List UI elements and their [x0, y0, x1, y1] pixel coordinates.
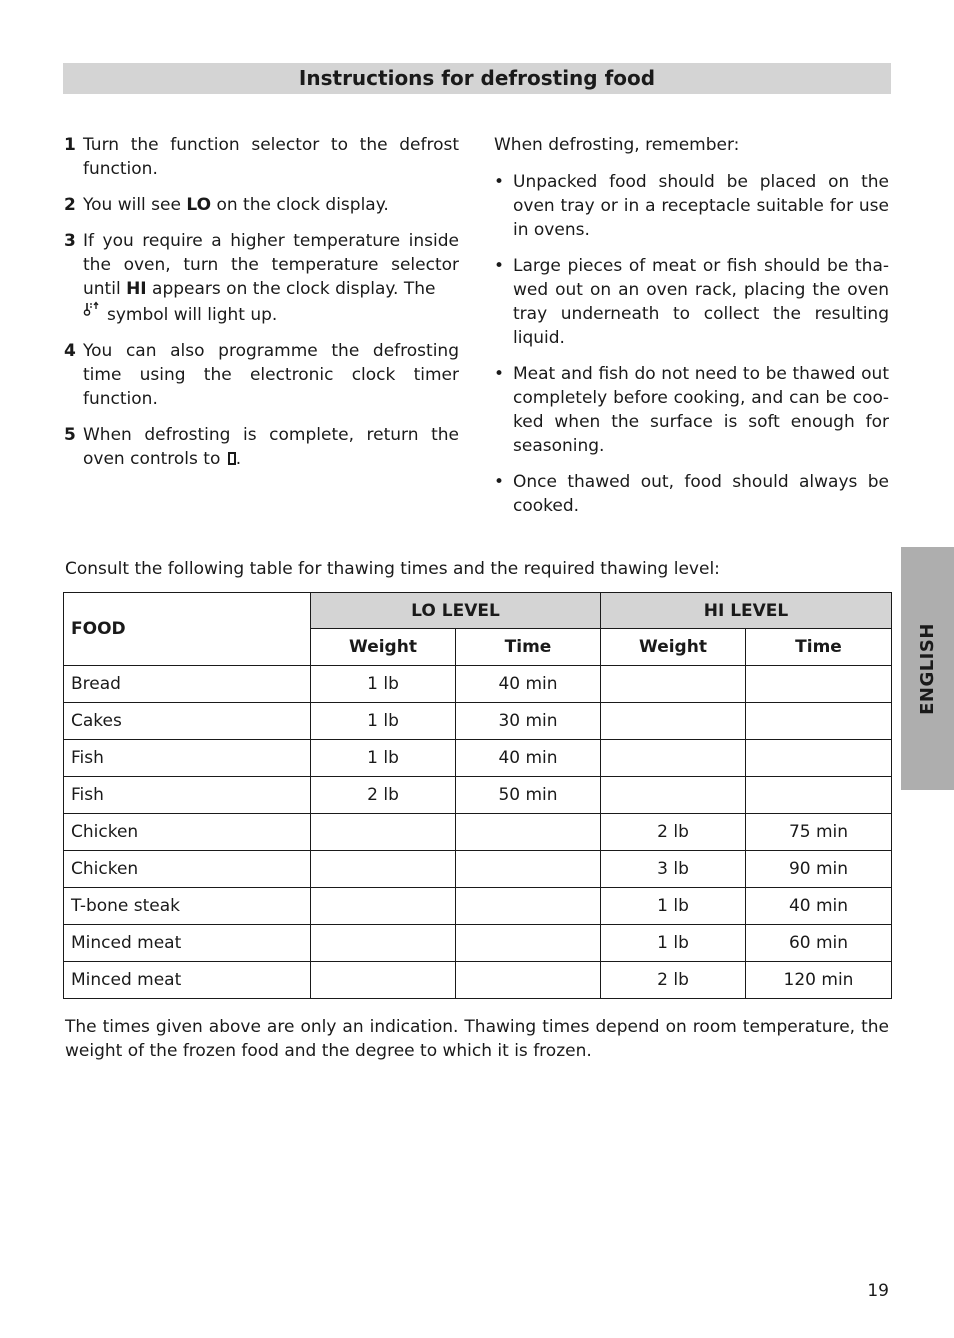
step-3	[64, 229, 459, 327]
bullet-icon: •	[494, 172, 505, 192]
lo-time-cell	[456, 925, 601, 962]
hi-time-cell	[746, 703, 892, 740]
step-text: .	[235, 449, 242, 469]
hi-weight-cell: 1 lb	[601, 925, 746, 962]
table-row	[64, 703, 892, 740]
zero-position-icon	[228, 452, 236, 465]
food-cell: Minced meat	[64, 962, 311, 999]
food-cell: T-bone steak	[64, 888, 311, 925]
hi-weight-cell: 3 lb	[601, 851, 746, 888]
food-cell: Cakes	[64, 703, 311, 740]
remember-item	[494, 254, 889, 350]
lo-weight-cell	[311, 888, 456, 925]
hi-label: HI	[126, 279, 147, 299]
table-row	[64, 666, 892, 703]
disclaimer-note: The times given above are only an indication. Thawing times depend on room temperature, the weight of the frozen food and the degree to which it is frozen.	[65, 1017, 889, 1061]
hi-time-cell: 120 min	[746, 962, 892, 999]
hi-time-cell	[746, 666, 892, 703]
lo-time-cell: 30 min	[456, 703, 601, 740]
thawing-table	[63, 592, 892, 999]
table-row	[64, 814, 892, 851]
step-text: You will see	[83, 195, 187, 215]
hi-weight-cell	[601, 666, 746, 703]
lo-weight-cell: 1 lb	[311, 666, 456, 703]
food-header: FOOD	[64, 593, 311, 666]
remember-intro: When defrosting, remember:	[494, 135, 740, 155]
hi-level-header: HI LEVEL	[601, 593, 892, 629]
food-cell: Chicken	[64, 851, 311, 888]
lo-level-header: LO LEVEL	[311, 593, 601, 629]
remember-item-text: Unpacked food should be placed on the oven tray or in a receptacle suitable for use in ovens.	[513, 172, 889, 240]
table-row	[64, 925, 892, 962]
lo-weight-header: Weight	[311, 629, 456, 666]
lo-time-cell	[456, 851, 601, 888]
page-title: Instructions for defrosting food	[63, 63, 891, 94]
step-2	[64, 193, 459, 217]
step-number: 3	[64, 231, 76, 251]
step-number: 5	[64, 425, 76, 445]
food-cell: Minced meat	[64, 925, 311, 962]
remember-item	[494, 170, 889, 242]
lo-time-cell	[456, 814, 601, 851]
remember-item-text: Meat and fish do not need to be thawed out completely before cooking, and can be cooked when the surface is soft enough for seasoning.	[513, 364, 889, 456]
lo-weight-cell	[311, 925, 456, 962]
remember-item-text: Large pieces of meat or fish should be thawed out on an oven rack, placing the oven tray underneath to collect the resulting liquid.	[513, 256, 889, 348]
step-number: 2	[64, 195, 76, 215]
hi-time-cell: 60 min	[746, 925, 892, 962]
bullet-icon: •	[494, 472, 505, 492]
steps-column	[64, 133, 459, 483]
hi-time-cell: 40 min	[746, 888, 892, 925]
lo-time-header: Time	[456, 629, 601, 666]
hi-weight-cell: 2 lb	[601, 962, 746, 999]
table-row	[64, 777, 892, 814]
lo-time-cell: 40 min	[456, 740, 601, 777]
hi-time-header: Time	[746, 629, 892, 666]
lo-weight-cell: 2 lb	[311, 777, 456, 814]
remember-item	[494, 362, 889, 458]
step-1	[64, 133, 459, 181]
table-row	[64, 740, 892, 777]
step-text: You can also programme the defrosting time using the electronic clock timer function.	[83, 341, 459, 409]
step-text: When defrosting is complete, return the oven controls to	[83, 425, 459, 469]
lo-weight-cell	[311, 851, 456, 888]
hi-time-cell: 90 min	[746, 851, 892, 888]
hi-weight-cell: 2 lb	[601, 814, 746, 851]
bullet-icon: •	[494, 256, 505, 276]
defrost-symbol-icon	[83, 301, 107, 325]
language-tab	[901, 547, 954, 790]
step-text: on the clock display.	[211, 195, 389, 215]
food-cell: Fish	[64, 777, 311, 814]
page-number: 19	[867, 1281, 889, 1301]
hi-time-cell: 75 min	[746, 814, 892, 851]
step-text: symbol will light up.	[107, 305, 278, 325]
remember-column	[494, 133, 889, 530]
step-5	[64, 423, 459, 471]
lo-label: LO	[186, 195, 212, 215]
food-cell: Chicken	[64, 814, 311, 851]
step-number: 1	[64, 135, 76, 155]
lo-time-cell	[456, 888, 601, 925]
food-cell: Fish	[64, 740, 311, 777]
hi-weight-cell	[601, 777, 746, 814]
lo-time-cell: 40 min	[456, 666, 601, 703]
hi-time-cell	[746, 777, 892, 814]
step-number: 4	[64, 341, 76, 361]
table-row	[64, 962, 892, 999]
step-text: If you require a higher temperature inside the oven, turn the temperature selector until	[83, 231, 459, 299]
hi-weight-header: Weight	[601, 629, 746, 666]
lo-weight-cell: 1 lb	[311, 740, 456, 777]
step-text: appears on the clock display. The	[146, 279, 436, 299]
lo-time-cell: 50 min	[456, 777, 601, 814]
lo-weight-cell	[311, 814, 456, 851]
table-row	[64, 851, 892, 888]
step-text: Turn the function selector to the defrost function.	[83, 135, 459, 179]
table-row	[64, 888, 892, 925]
hi-weight-cell	[601, 703, 746, 740]
lo-time-cell	[456, 962, 601, 999]
bullet-icon: •	[494, 364, 505, 384]
remember-item-text: Once thawed out, food should always be cooked.	[513, 472, 889, 516]
step-4	[64, 339, 459, 411]
hi-weight-cell: 1 lb	[601, 888, 746, 925]
lo-weight-cell	[311, 962, 456, 999]
lo-weight-cell: 1 lb	[311, 703, 456, 740]
hi-weight-cell	[601, 740, 746, 777]
food-cell: Bread	[64, 666, 311, 703]
hi-time-cell	[746, 740, 892, 777]
table-intro: Consult the following table for thawing times and the required thawing level:	[65, 559, 720, 579]
remember-item	[494, 470, 889, 518]
language-tab-label: ENGLISH	[916, 622, 938, 715]
